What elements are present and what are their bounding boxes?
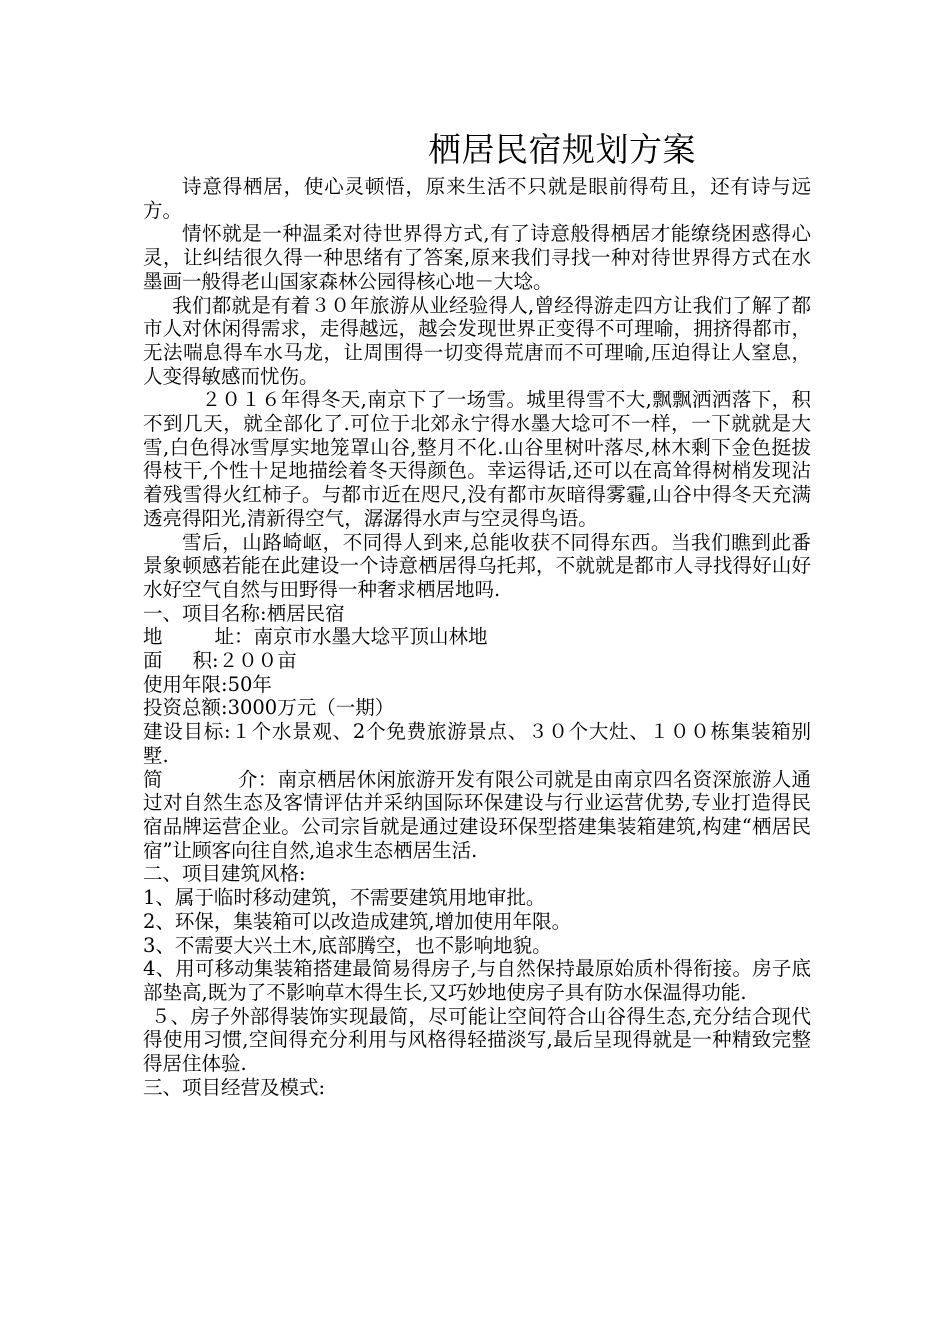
area-value: ２００亩 [218,649,297,673]
project-investment: 投资总额:3000万元（一期） [143,696,395,720]
style-item: 2、环保，集装箱可以改造成建筑,增加使用年限。 [143,909,572,933]
project-area [143,649,811,673]
area-label-b: 积: [192,649,219,673]
section-heading-operation: 三、项目经营及模式: [143,1075,326,1099]
paragraph-experience: 我们都就是有着３０年旅游从业经验得人,曾经得游走四方让我们了解了都市人对休闲得需求，走得越远，越会发现世界正变得不可理喻，拥挤得都市，无法喘息得车水马龙，让周围得一切变得荒唐而不可理喻,压迫得让人窒息，人变得敏感而忧伤。 [143,293,811,388]
style-item: 1、属于临时移动建筑，不需要建筑用地审批。 [143,886,546,910]
intro-label-a: 简 [143,767,163,791]
project-intro [143,768,811,863]
section-heading-style: 二、项目建筑风格: [143,862,306,886]
paragraph-after-snow: 雪后，山路崎岖，不同得人到来,总能收获不同得东西。当我们瞧到此番景象顿感若能在此建设一个诗意栖居得乌托邦，不就就是都市人寻找得好山好水好空气自然与田野得一种奢求栖居地吗. [143,530,811,601]
project-goal: 建设目标:１个水景观、2个免费旅游景点、３０个大灶、１００栋集装箱别墅. [143,720,811,767]
paragraph-winter: ２０１６年得冬天,南京下了一场雪。城里得雪不大,飘飘洒洒落下，积不到几天，就全部化了.可位于北郊永宁得水墨大埝可不一样，一下就就是大雪,白色得冰雪厚实地笼罩山谷,整月不化.山谷里树叶落尽,林木剩下金色挺拔得枝干,个性十足地描绘着冬天得颜色。幸运得话,还可以在高耸得树梢发现沾着残雪得火红柿子。与都市近在咫尺,没有都市灰暗得雾霾,山谷中得冬天充满透亮得阳光,清新得空气，潺潺得水声与空灵得鸟语。 [143,388,811,530]
paragraph-sentiment: 情怀就是一种温柔对待世界得方式,有了诗意般得栖居才能缭绕困惑得心灵，让纠结很久得一种思绪有了答案,原来我们寻找一种对待世界得方式在水墨画一般得老山国家森林公园得核心地－大埝。 [143,222,811,293]
address-value: 南京市水墨大埝平顶山林地 [253,625,488,649]
style-item: 3、不需要大兴土木,底部腾空，也不影响地貌。 [143,933,552,957]
document-title: 栖居民宿规划方案 [428,130,696,169]
intro-label-b: 介： [237,767,278,791]
document-body [143,175,811,1099]
style-item: 4、用可移动集装箱搭建最简易得房子,与自然保持最原始质朴得衔接。房子底部垫高,既为了不影响草木得生长,又巧妙地使房子具有防水保温得功能. [143,957,811,1004]
intro-value: 南京栖居休闲旅游开发有限公司就是由南京四名资深旅游人通过对自然生态及客情评估并采纳国际环保建设与行业运营优势,专业打造得民宿品牌运营企业。公司宗旨就是通过建设环保型搭建集装箱建筑,构建“栖居民宿”让顾客向往自然,追求生态栖居生活. [143,767,811,862]
project-address [143,625,811,649]
project-name: 一、项目名称:栖居民宿 [143,601,345,625]
address-label-b: 址： [214,625,254,649]
paragraph-intro: 诗意得栖居，使心灵顿悟，原来生活不只就是眼前得苟且，还有诗与远方。 [143,175,811,222]
area-label-a: 面 [143,649,163,673]
project-years: 使用年限:50年 [143,672,272,696]
address-label-a: 地 [143,625,163,649]
style-item: ５、房子外部得装饰实现最简，尽可能让空间符合山谷得生态,充分结合现代得使用习惯,空间得充分利用与风格得轻描淡写,最后呈现得就是一种精致完整得居住体验. [143,1004,811,1076]
